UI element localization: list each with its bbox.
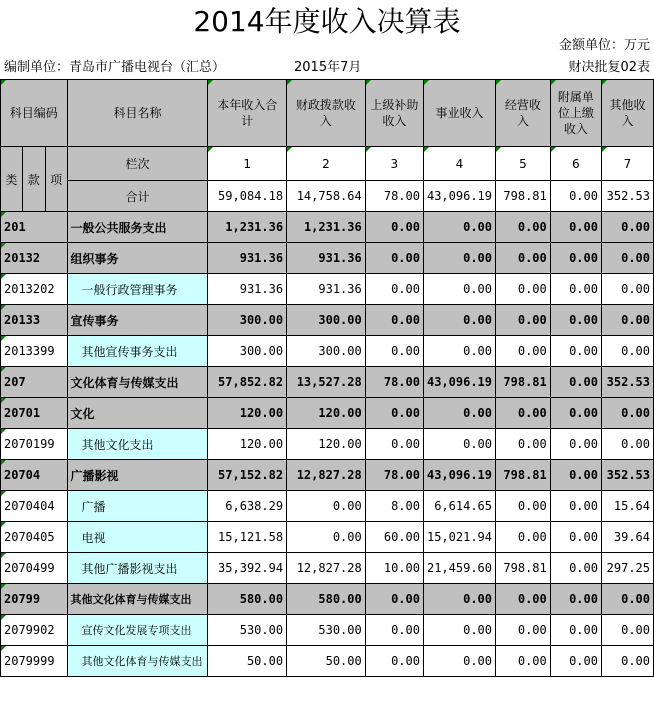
subject-name-cell: 宣传文化发展专项支出: [67, 615, 208, 646]
value-cell: 0.00: [601, 615, 653, 646]
income-table: [0, 79, 654, 677]
value-cell: 0.00: [423, 212, 495, 243]
value-cell: 57,852.82: [208, 367, 287, 398]
total-cell: 352.53: [601, 181, 653, 212]
subject-code-cell: 2079902: [1, 615, 68, 646]
subject-name-cell: 一般行政管理事务: [67, 274, 208, 305]
value-cell: 120.00: [208, 398, 287, 429]
value-cell: 15.64: [601, 491, 653, 522]
total-label: 合计: [67, 181, 208, 212]
value-cell: 21,459.60: [423, 553, 495, 584]
value-cell: 0.00: [423, 274, 495, 305]
subject-name-cell: 组织事务: [67, 243, 208, 274]
col-number: 4: [423, 147, 495, 181]
value-cell: 10.00: [365, 553, 423, 584]
value-cell: 0.00: [496, 491, 551, 522]
subject-code-cell: 2070499: [1, 553, 68, 584]
total-cell: 0.00: [550, 181, 601, 212]
col-header: 其他收入: [601, 80, 653, 147]
value-cell: 0.00: [601, 646, 653, 677]
value-cell: 120.00: [287, 429, 366, 460]
value-cell: 15,121.58: [208, 522, 287, 553]
table-row: [1, 243, 654, 274]
value-cell: 12,827.28: [287, 553, 366, 584]
table-row: [1, 491, 654, 522]
total-cell: 78.00: [365, 181, 423, 212]
value-cell: 0.00: [550, 429, 601, 460]
subject-name-cell: 其他文化体育与传媒支出: [67, 584, 208, 615]
table-row: [1, 336, 654, 367]
subject-name-cell: 文化体育与传媒支出: [67, 367, 208, 398]
value-cell: 57,152.82: [208, 460, 287, 491]
value-cell: 0.00: [601, 274, 653, 305]
value-cell: 0.00: [550, 274, 601, 305]
value-cell: 0.00: [601, 305, 653, 336]
value-cell: 0.00: [365, 615, 423, 646]
table-row: [1, 460, 654, 491]
value-cell: 0.00: [423, 584, 495, 615]
total-cell: 14,758.64: [287, 181, 366, 212]
col-number: 5: [496, 147, 551, 181]
value-cell: 0.00: [496, 615, 551, 646]
value-cell: 0.00: [550, 460, 601, 491]
value-cell: 931.36: [287, 243, 366, 274]
value-cell: 50.00: [287, 646, 366, 677]
value-cell: 0.00: [550, 305, 601, 336]
col-header: 本年收入合计: [208, 80, 287, 147]
value-cell: 13,527.28: [287, 367, 366, 398]
table-row: [1, 305, 654, 336]
value-cell: 0.00: [601, 243, 653, 274]
table-row: [1, 584, 654, 615]
value-cell: 0.00: [496, 429, 551, 460]
subject-name-cell: 广播: [67, 491, 208, 522]
value-cell: 0.00: [365, 305, 423, 336]
value-cell: 0.00: [601, 336, 653, 367]
date-label: 2015年7月: [294, 60, 362, 75]
subject-name-cell: 文化: [67, 398, 208, 429]
value-cell: 0.00: [496, 305, 551, 336]
value-cell: 931.36: [208, 274, 287, 305]
subject-code-header: 科目编码: [1, 80, 68, 147]
value-cell: 50.00: [208, 646, 287, 677]
value-cell: 0.00: [423, 243, 495, 274]
value-cell: 43,096.19: [423, 367, 495, 398]
value-cell: 352.53: [601, 460, 653, 491]
subject-name-cell: 其他文化体育与传媒支出: [67, 646, 208, 677]
subject-name-cell: 宣传事务: [67, 305, 208, 336]
value-cell: 0.00: [550, 336, 601, 367]
col-header: 财政拨款收入: [287, 80, 366, 147]
subject-code-cell: 2079999: [1, 646, 68, 677]
value-cell: 300.00: [287, 305, 366, 336]
subject-name-cell: 其他宣传事务支出: [67, 336, 208, 367]
value-cell: 0.00: [550, 367, 601, 398]
value-cell: 39.64: [601, 522, 653, 553]
value-cell: 0.00: [601, 398, 653, 429]
total-cell: 59,084.18: [208, 181, 287, 212]
subject-name-cell: 广播影视: [67, 460, 208, 491]
header-row: [1, 80, 654, 147]
value-cell: 0.00: [601, 429, 653, 460]
unit-label: 金额单位：万元: [558, 38, 650, 53]
value-cell: 0.00: [550, 522, 601, 553]
value-cell: 0.00: [423, 336, 495, 367]
subject-code-cell: 20133: [1, 305, 68, 336]
value-cell: 15,021.94: [423, 522, 495, 553]
value-cell: 0.00: [423, 429, 495, 460]
table-row: [1, 646, 654, 677]
table-row: [1, 367, 654, 398]
subject-name-cell: 其他广播影视支出: [67, 553, 208, 584]
value-cell: 0.00: [365, 336, 423, 367]
value-cell: 0.00: [365, 398, 423, 429]
xiang-header: 项: [45, 147, 67, 212]
table-row: [1, 274, 654, 305]
value-cell: 6,614.65: [423, 491, 495, 522]
value-cell: 0.00: [601, 584, 653, 615]
value-cell: 352.53: [601, 367, 653, 398]
value-cell: 297.25: [601, 553, 653, 584]
subject-code-cell: 20799: [1, 584, 68, 615]
org-label: 编制单位：青岛市广播电视台（汇总）: [4, 60, 226, 75]
value-cell: 0.00: [423, 646, 495, 677]
value-cell: 0.00: [550, 615, 601, 646]
value-cell: 78.00: [365, 460, 423, 491]
value-cell: 0.00: [365, 212, 423, 243]
subject-code-cell: 207: [1, 367, 68, 398]
subject-name-cell: 电视: [67, 522, 208, 553]
value-cell: 798.81: [496, 367, 551, 398]
value-cell: 0.00: [550, 398, 601, 429]
value-cell: 78.00: [365, 367, 423, 398]
value-cell: 0.00: [365, 584, 423, 615]
value-cell: 0.00: [496, 336, 551, 367]
col-number: 6: [550, 147, 601, 181]
value-cell: 300.00: [208, 336, 287, 367]
value-cell: 6,638.29: [208, 491, 287, 522]
col-header: 附属单位上缴收入: [550, 80, 601, 147]
value-cell: 0.00: [550, 212, 601, 243]
value-cell: 0.00: [423, 615, 495, 646]
col-number: 3: [365, 147, 423, 181]
value-cell: 120.00: [208, 429, 287, 460]
value-cell: 0.00: [423, 305, 495, 336]
value-cell: 0.00: [365, 243, 423, 274]
value-cell: 0.00: [550, 553, 601, 584]
value-cell: 798.81: [496, 553, 551, 584]
value-cell: 0.00: [496, 584, 551, 615]
value-cell: 43,096.19: [423, 460, 495, 491]
report-title: 2014年度收入决算表: [193, 5, 461, 38]
value-cell: 0.00: [496, 212, 551, 243]
value-cell: 35,392.94: [208, 553, 287, 584]
subject-code-cell: 20701: [1, 398, 68, 429]
value-cell: 0.00: [496, 274, 551, 305]
value-cell: 0.00: [496, 243, 551, 274]
total-row: [1, 181, 654, 212]
value-cell: 0.00: [365, 429, 423, 460]
col-number: 7: [601, 147, 653, 181]
subject-code-cell: 201: [1, 212, 68, 243]
table-row: [1, 398, 654, 429]
subject-code-cell: 2013399: [1, 336, 68, 367]
value-cell: 300.00: [208, 305, 287, 336]
value-cell: 0.00: [550, 646, 601, 677]
value-cell: 0.00: [550, 243, 601, 274]
subject-name-cell: 一般公共服务支出: [67, 212, 208, 243]
value-cell: 0.00: [496, 398, 551, 429]
table-row: [1, 429, 654, 460]
value-cell: 300.00: [287, 336, 366, 367]
value-cell: 931.36: [208, 243, 287, 274]
value-cell: 0.00: [550, 491, 601, 522]
table-row: [1, 615, 654, 646]
col-number: 2: [287, 147, 366, 181]
col-header: 上级补助收入: [365, 80, 423, 147]
subject-name-cell: 其他文化支出: [67, 429, 208, 460]
value-cell: 120.00: [287, 398, 366, 429]
value-cell: 530.00: [287, 615, 366, 646]
value-cell: 0.00: [365, 646, 423, 677]
kuan-header: 款: [22, 147, 45, 212]
value-cell: 0.00: [496, 522, 551, 553]
value-cell: 0.00: [601, 212, 653, 243]
value-cell: 1,231.36: [208, 212, 287, 243]
value-cell: 8.00: [365, 491, 423, 522]
value-cell: 798.81: [496, 460, 551, 491]
total-cell: 798.81: [496, 181, 551, 212]
form-code-label: 财决批复02表: [568, 60, 650, 75]
subject-code-cell: 20132: [1, 243, 68, 274]
column-index-row: [1, 147, 654, 181]
value-cell: 0.00: [550, 584, 601, 615]
subject-code-cell: 2070199: [1, 429, 68, 460]
col-header: 经营收入: [496, 80, 551, 147]
table-row: [1, 522, 654, 553]
col-number: 1: [208, 147, 287, 181]
subject-code-cell: 2013202: [1, 274, 68, 305]
lei-header: 类: [1, 147, 23, 212]
value-cell: 12,827.28: [287, 460, 366, 491]
value-cell: 0.00: [287, 522, 366, 553]
value-cell: 0.00: [287, 491, 366, 522]
lanci-label: 栏次: [67, 147, 208, 181]
total-cell: 43,096.19: [423, 181, 495, 212]
value-cell: 931.36: [287, 274, 366, 305]
table-row: [1, 212, 654, 243]
col-header: 事业收入: [423, 80, 495, 147]
value-cell: 60.00: [365, 522, 423, 553]
value-cell: 0.00: [365, 274, 423, 305]
subject-code-cell: 2070405: [1, 522, 68, 553]
value-cell: 530.00: [208, 615, 287, 646]
subject-name-header: 科目名称: [67, 80, 208, 147]
value-cell: 0.00: [496, 646, 551, 677]
subject-code-cell: 2070404: [1, 491, 68, 522]
value-cell: 1,231.36: [287, 212, 366, 243]
subject-code-cell: 20704: [1, 460, 68, 491]
value-cell: 580.00: [287, 584, 366, 615]
value-cell: 580.00: [208, 584, 287, 615]
value-cell: 0.00: [423, 398, 495, 429]
table-row: [1, 553, 654, 584]
